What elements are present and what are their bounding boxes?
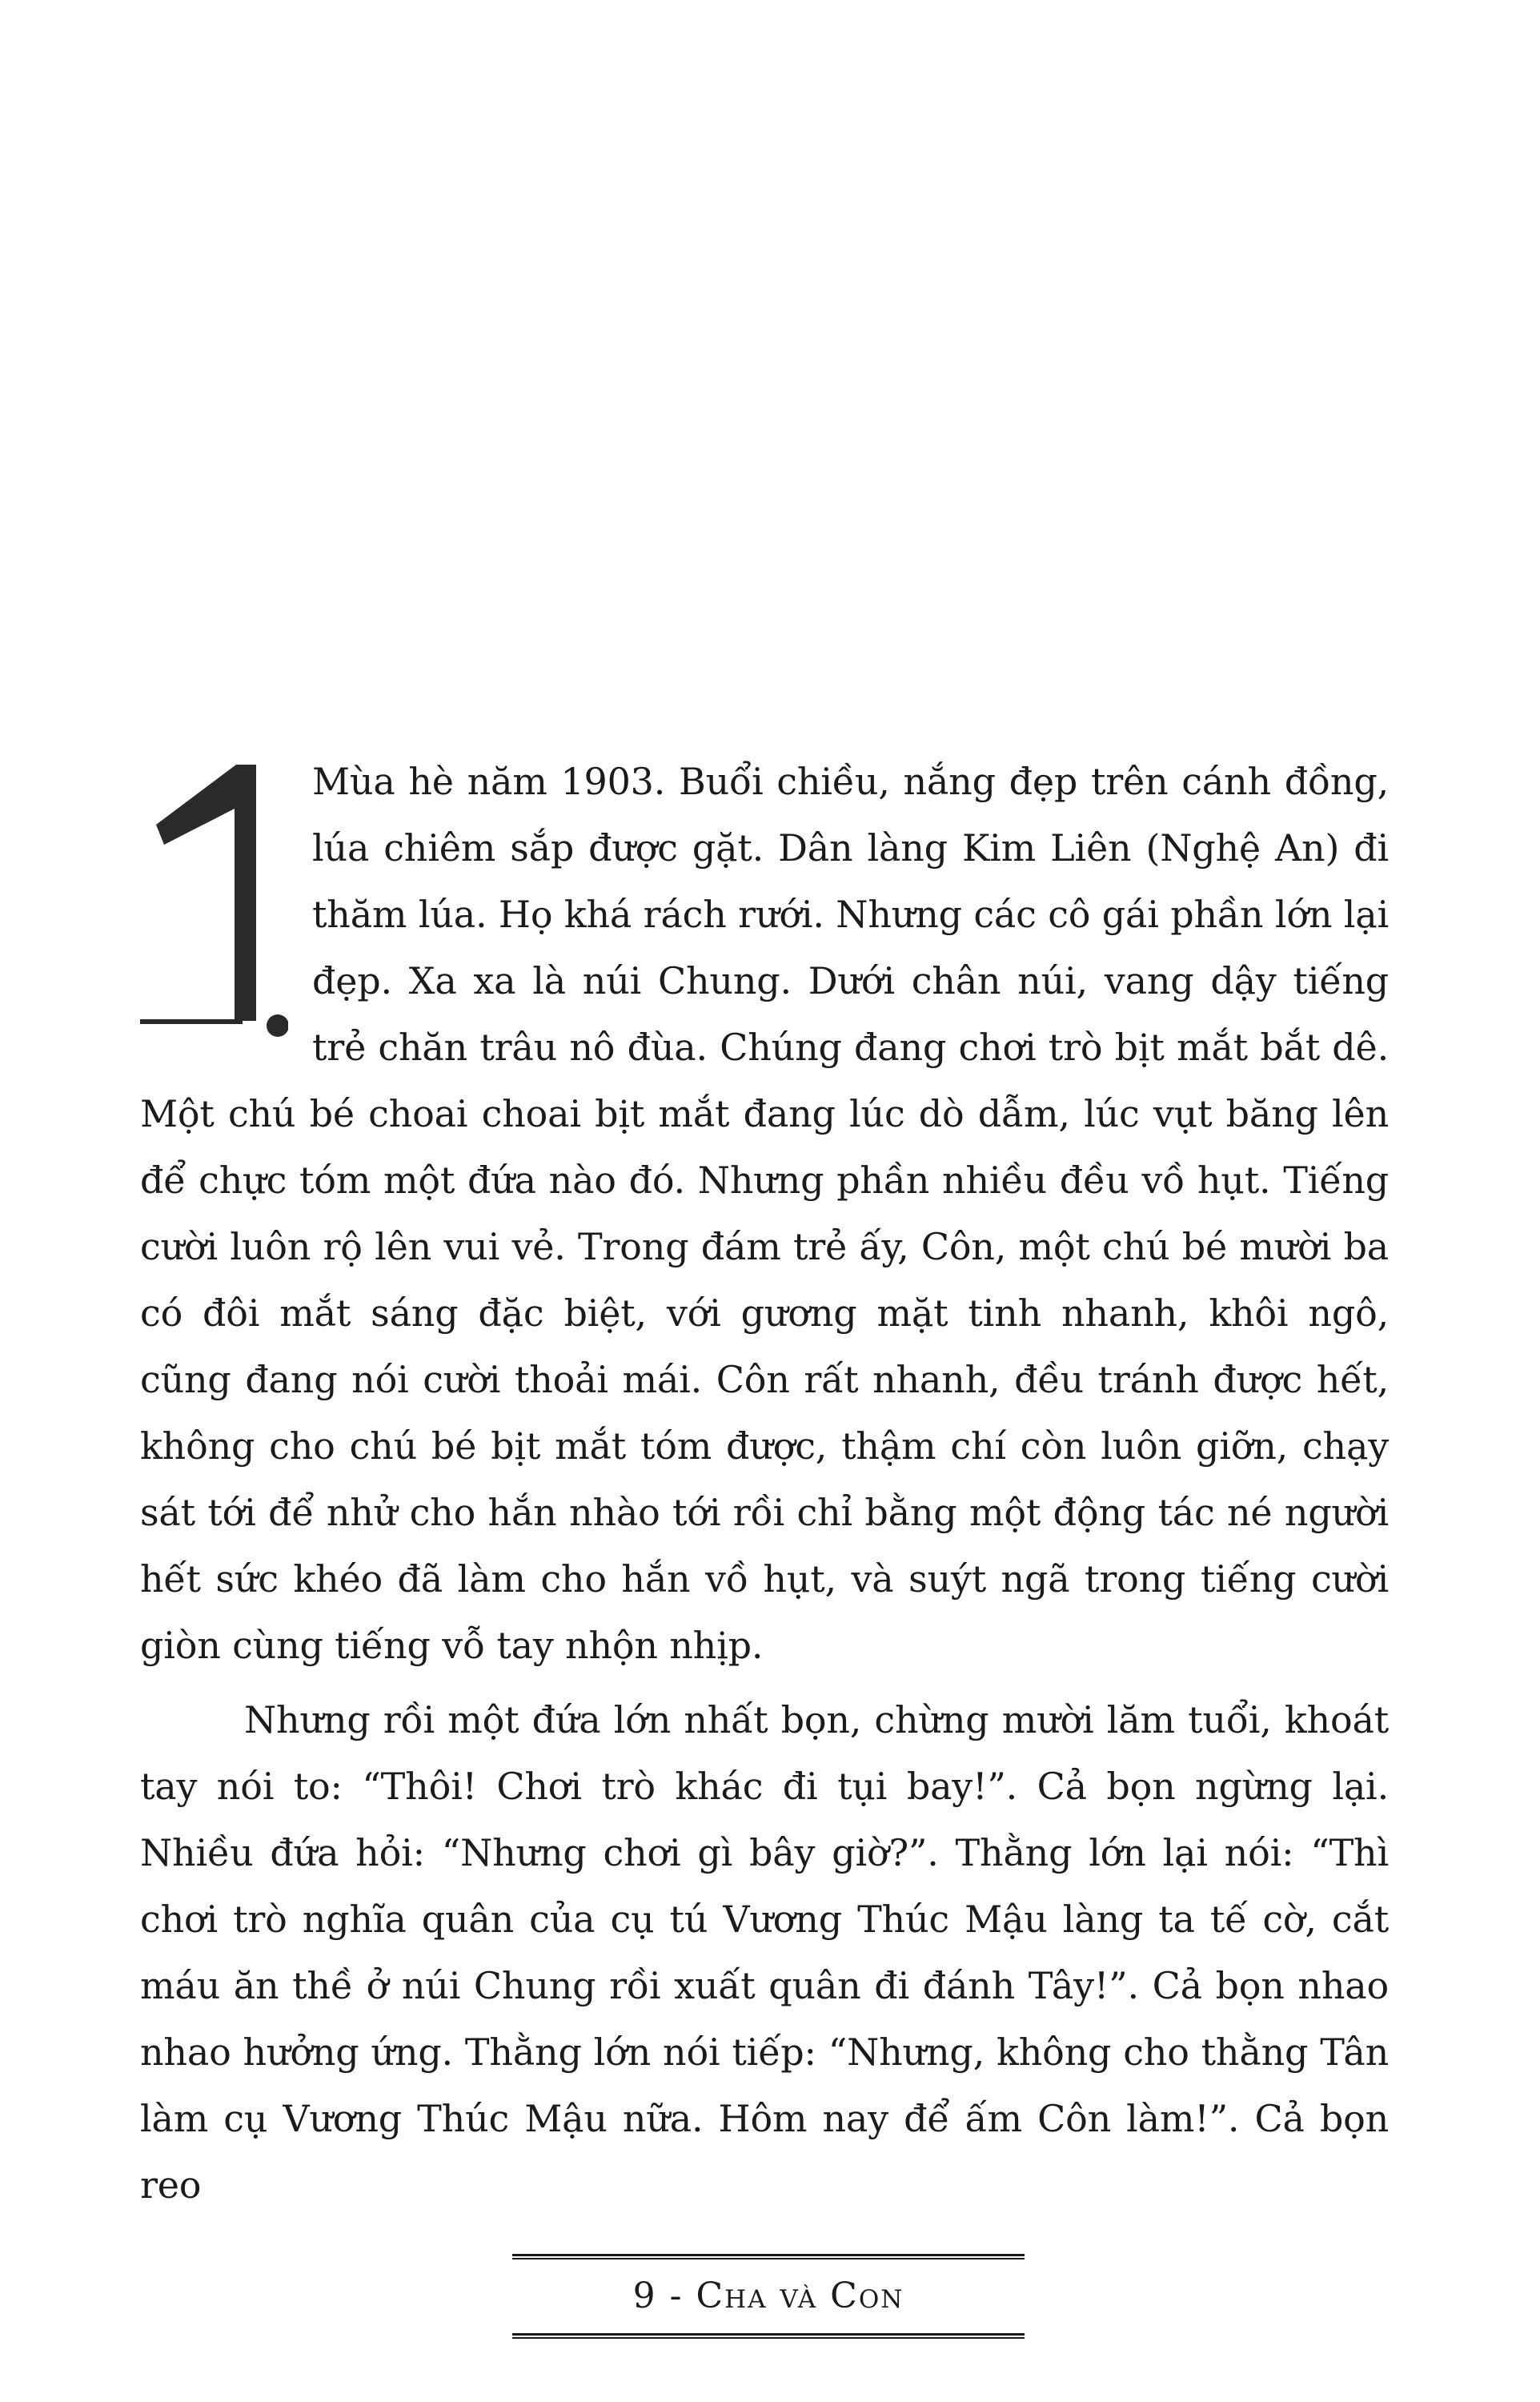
page-footer [512,2254,1025,2339]
chapter-number-drop-cap [140,749,288,1061]
paragraph-2: Nhưng rồi một đứa lớn nhất bọn, chừng mười lăm tuổi, khoát tay nói to: “Thôi! Chơi trò khác đi tụi bay!”. Cả bọn ngừng lại. Nhiều đứa hỏi: “Nhưng chơi gì bây giờ?”. Thằng lớn lại nói: “Thì chơi trò nghĩa quân của cụ tú Vương Thúc Mậu làng ta tế cờ, cắt máu ăn thề ở núi Chung rồi xuất quân đi đánh Tây!”. Cả bọn nhao nhao hưởng ứng. Thằng lớn nói tiếp: “Nhưng, không cho thằng Tân làm cụ Vương Thúc Mậu nữa. Hôm nay để ấm Côn làm!”. Cả bọn reo [140,1698,1389,2207]
footer-page-title: 9 - Cha và Con [632,2275,904,2316]
footer-top-rule [512,2254,1025,2259]
drop-cap-numeral-1 [140,749,288,1061]
chapter-body [140,749,1389,2219]
paragraph-1: Mùa hè năm 1903. Buổi chiều, nắng đẹp trên cánh đồng, lúa chiêm sắp được gặt. Dân làng Kim Liên (Nghệ An) đi thăm lúa. Họ khá rách rưới. Nhưng các cô gái phần lớn lại đẹp. Xa xa là núi Chung. Dưới chân núi, vang dậy tiếng trẻ chăn trâu nô đùa. Chúng đang chơi trò bịt mắt bắt dê. Một chú bé choai choai bịt mắt đang lúc dò dẫm, lúc vụt băng lên để chực tóm một đứa nào đó. Nhưng phần nhiều đều vồ hụt. Tiếng cười luôn rộ lên vui vẻ. Trong đám trẻ ấy, Côn, một chú bé mười ba có đôi mắt sáng đặc biệt, với gương mặt tinh nhanh, khôi ngô, cũng đang nói cười thoải mái. Côn rất nhanh, đều tránh được hết, không cho chú bé bịt mắt tóm được, thậm chí còn luôn giỡn, chạy sát tới để nhử cho hắn nhào tới rồi chỉ bằng một động tác né người hết sức khéo đã làm cho hắn vồ hụt, và suýt ngã trong tiếng cười giòn cùng tiếng vỗ tay nhộn nhịp. [140,760,1389,1667]
footer-bottom-rule [512,2333,1025,2339]
